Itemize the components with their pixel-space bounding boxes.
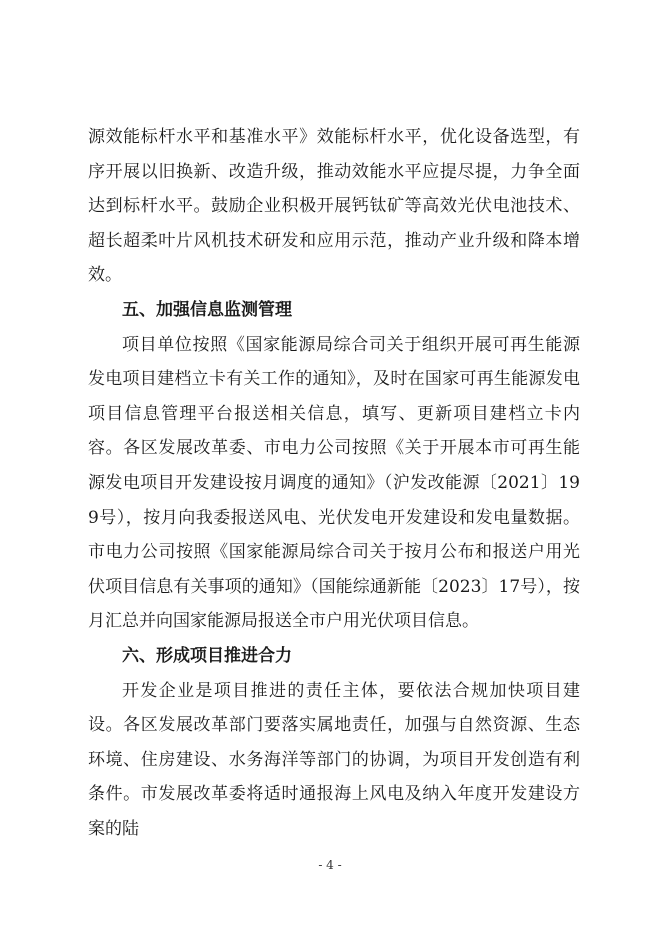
section-5-heading: 五、加强信息监测管理 [122,299,292,320]
section-6-paragraph: 开发企业是项目推进的责任主体，要依法合规加快项目建设。各区发展改革部门要落实属地责任，加强与自然资源、生态环境、住房建设、水务海洋等部门的协调，为项目开发创造有利条件。市发展改革委将适时通报海上风电及纳入年度开发建设方案的陆 [88,680,580,839]
continuation-paragraph: 源效能标杆水平和基准水平》效能标杆水平，优化设备选型，有序开展以旧换新、改造升级，推动效能水平应提尽提，力争全面达到标杆水平。鼓励企业积极开展钙钛矿等高效光伏电池技术、超长超柔叶片风机技术研发和应用示范，推动产业升级和降本增效。 [88,127,580,286]
section-5-paragraph: 项目单位按照《国家能源局综合司关于组织开展可再生能源发电项目建档立卡有关工作的通知》，及时在国家可再生能源发电项目信息管理平台报送相关信息，填写、更新项目建档立卡内容。各区发展改革委、市电力公司按照《关于开展本市可再生能源发电项目开发建设按月调度的通知》（沪发改能源〔2021〕199号），按月向我委报送风电、光伏发电开发建设和发电量数据。市电力公司按照《国家能源局综合司关于按月公布和报送户用光伏项目信息有关事项的通知》（国能综通新能〔2023〕17号），按月汇总并向国家能源局报送全市户用光伏项目信息。 [88,334,580,632]
document-body [88,120,580,846]
page-number: - 4 - [318,858,342,872]
section-6-heading: 六、形成项目推进合力 [122,645,292,666]
